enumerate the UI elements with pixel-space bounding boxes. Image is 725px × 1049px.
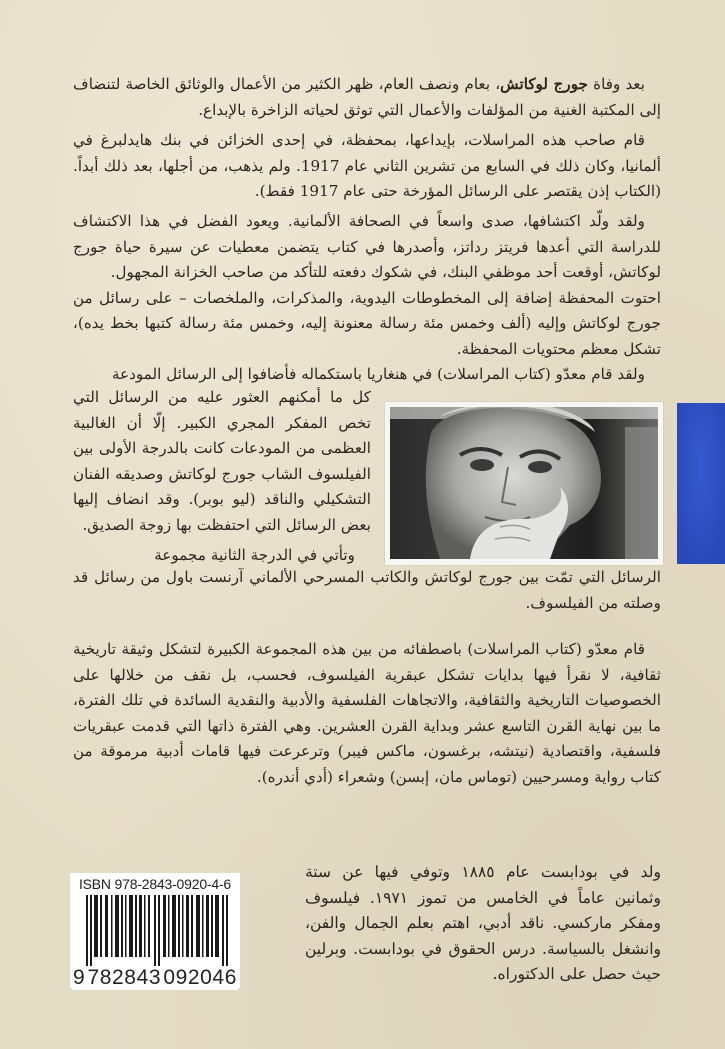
paragraph-deposit	[73, 128, 661, 205]
author-name: جورج لوكاتش	[500, 75, 588, 93]
deposit-text: قام صاحب هذه المراسلات، بإيداعها، بمحفظة، في إحدى الخزائن في بنك هايدلبرغ في ألمانيا، وكان ذلك في السابع من تشرين الثاني عام 1917. ولم يذهب، من أجلها، بعد ذلك أبداً. (الكتاب إذن يقتصر على الرسائل المؤرخة حتى عام 1917 فقط).	[73, 131, 661, 201]
paragraph-significance	[73, 637, 661, 791]
significance-text: قام معدّو (كتاب المراسلات) باصطفائه من بين هذه المجموعة الكبيرة لتشكل وثيقة تاريخية ثقافية، لا نقرأ فيها بدايات تشكل عبقرية الفيلسوف، فحسب، بل نقف من خلالها على الخصوصيات التاريخية والثقافية، والاتجاهات الفلسفية والأدبية والنقدية السائدة في تلك الفترة، ما بين نهاية القرن التاسع عشر وبداية القرن العشرين. وهي الفترة ذاتها التي قدمت عبقريات فلسفية، واقتصادية (نيتشه، برغسون، ماكس فيبر) وترعرعت فيها قامات أدبية مرموقة من كتاب رواية ومسرحيين (توماس مان، إبسن) وشعراء (أدي أندره).	[73, 640, 661, 786]
barcode-icon	[78, 895, 234, 967]
author-photo-frame	[385, 402, 663, 565]
isbn-label: ISBN 978-2843-0920-4-6	[78, 876, 232, 892]
blue-accent-block	[677, 403, 725, 564]
author-photo	[390, 407, 658, 559]
paragraph-editors-wrapped	[73, 385, 371, 568]
author-bio	[305, 860, 661, 988]
paragraph-intro	[73, 72, 661, 123]
second-group-text: الرسائل التي تمّت بين جورج لوكاتش والكاتب المسرحي الألماني آرنست باول من رسائل قد وصلته من الفيلسوف.	[73, 568, 661, 612]
editors-first-line-text: ولقد قام معدّو (كتاب المراسلات) في هنغاريا باستكماله فأضافوا إلى الرسائل المودعة	[111, 365, 645, 383]
isbn-barcode	[70, 873, 240, 988]
second-group-first-line: وتأتي في الدرجة الثانية مجموعة	[154, 545, 355, 564]
ean-left-group: 782843	[87, 966, 162, 989]
intro-rest: ، بعام ونصف العام، ظهر الكثير من الأعمال والوثائق الخاصة لتنضاف إلى المكتبة الغنية من المؤلفات والأعمال التي توثق لحياته الزاخرة بالإبداع.	[73, 75, 661, 119]
portrait-image-icon	[390, 407, 658, 559]
ean-right-group: 092046	[163, 966, 237, 989]
intro-lead: بعد وفاة	[593, 75, 645, 93]
discovery-text: ولقد ولّد اكتشافها، صدى واسعاً في الصحافة الألمانية. ويعود الفضل في هذا الاكتشاف للدراسة التي أعدها فريتز رداتز، وأصدرها في كتاب يتضمن معطيات عن سيرة حياة جورج لوكاتش، أوقعت أحد موظفي البنك، في شكوك دفعته للتأكد من صاحب الخزانة المجهول.	[73, 212, 661, 282]
paragraph-discovery	[73, 209, 661, 363]
editors-wrapped-text: كل ما أمكنهم العثور عليه من الرسائل التي تخص المفكر المجري الكبير. إلّا أن الغالبية العظمى من المودعات كانت بالدرجة الأولى بين الفيلسوف الشاب جورج لوكاتش وصديقه الفنان التشكيلي والناقد (ليو بوبر). وقد انضاف إليها بعض الرسائل التي احتفظت بها زوجة الصديق.	[73, 388, 371, 534]
contents-text: احتوت المحفظة إضافة إلى المخطوطات اليدوية، والمذكرات، والملخصات – على رسائل من جورج لوكاتش وإليه (ألف وخمس مئة رسالة معنونة إليه، وخمس مئة رسالة كتبها بخط يده)، تشكل معظم محتويات المحفظة.	[73, 288, 661, 358]
paragraph-second-group	[73, 565, 661, 616]
ean-first-digit: 9	[73, 966, 86, 989]
paragraph-editors-first-line	[73, 362, 661, 388]
ean-number	[72, 966, 238, 990]
author-bio-text: ولد في بودابست عام ١٨٨٥ وتوفي فيها عن ستة وثمانين عاماً في الخامس من تموز ١٩٧١. فيلسوف ومفكر ماركسي. ناقد أدبي، اهتم بعلم الجمال والفن، وانشغل بالسياسة. درس الحقوق في بودابست. وبرلين حيث حصل على الدكتوراه.	[305, 863, 661, 983]
